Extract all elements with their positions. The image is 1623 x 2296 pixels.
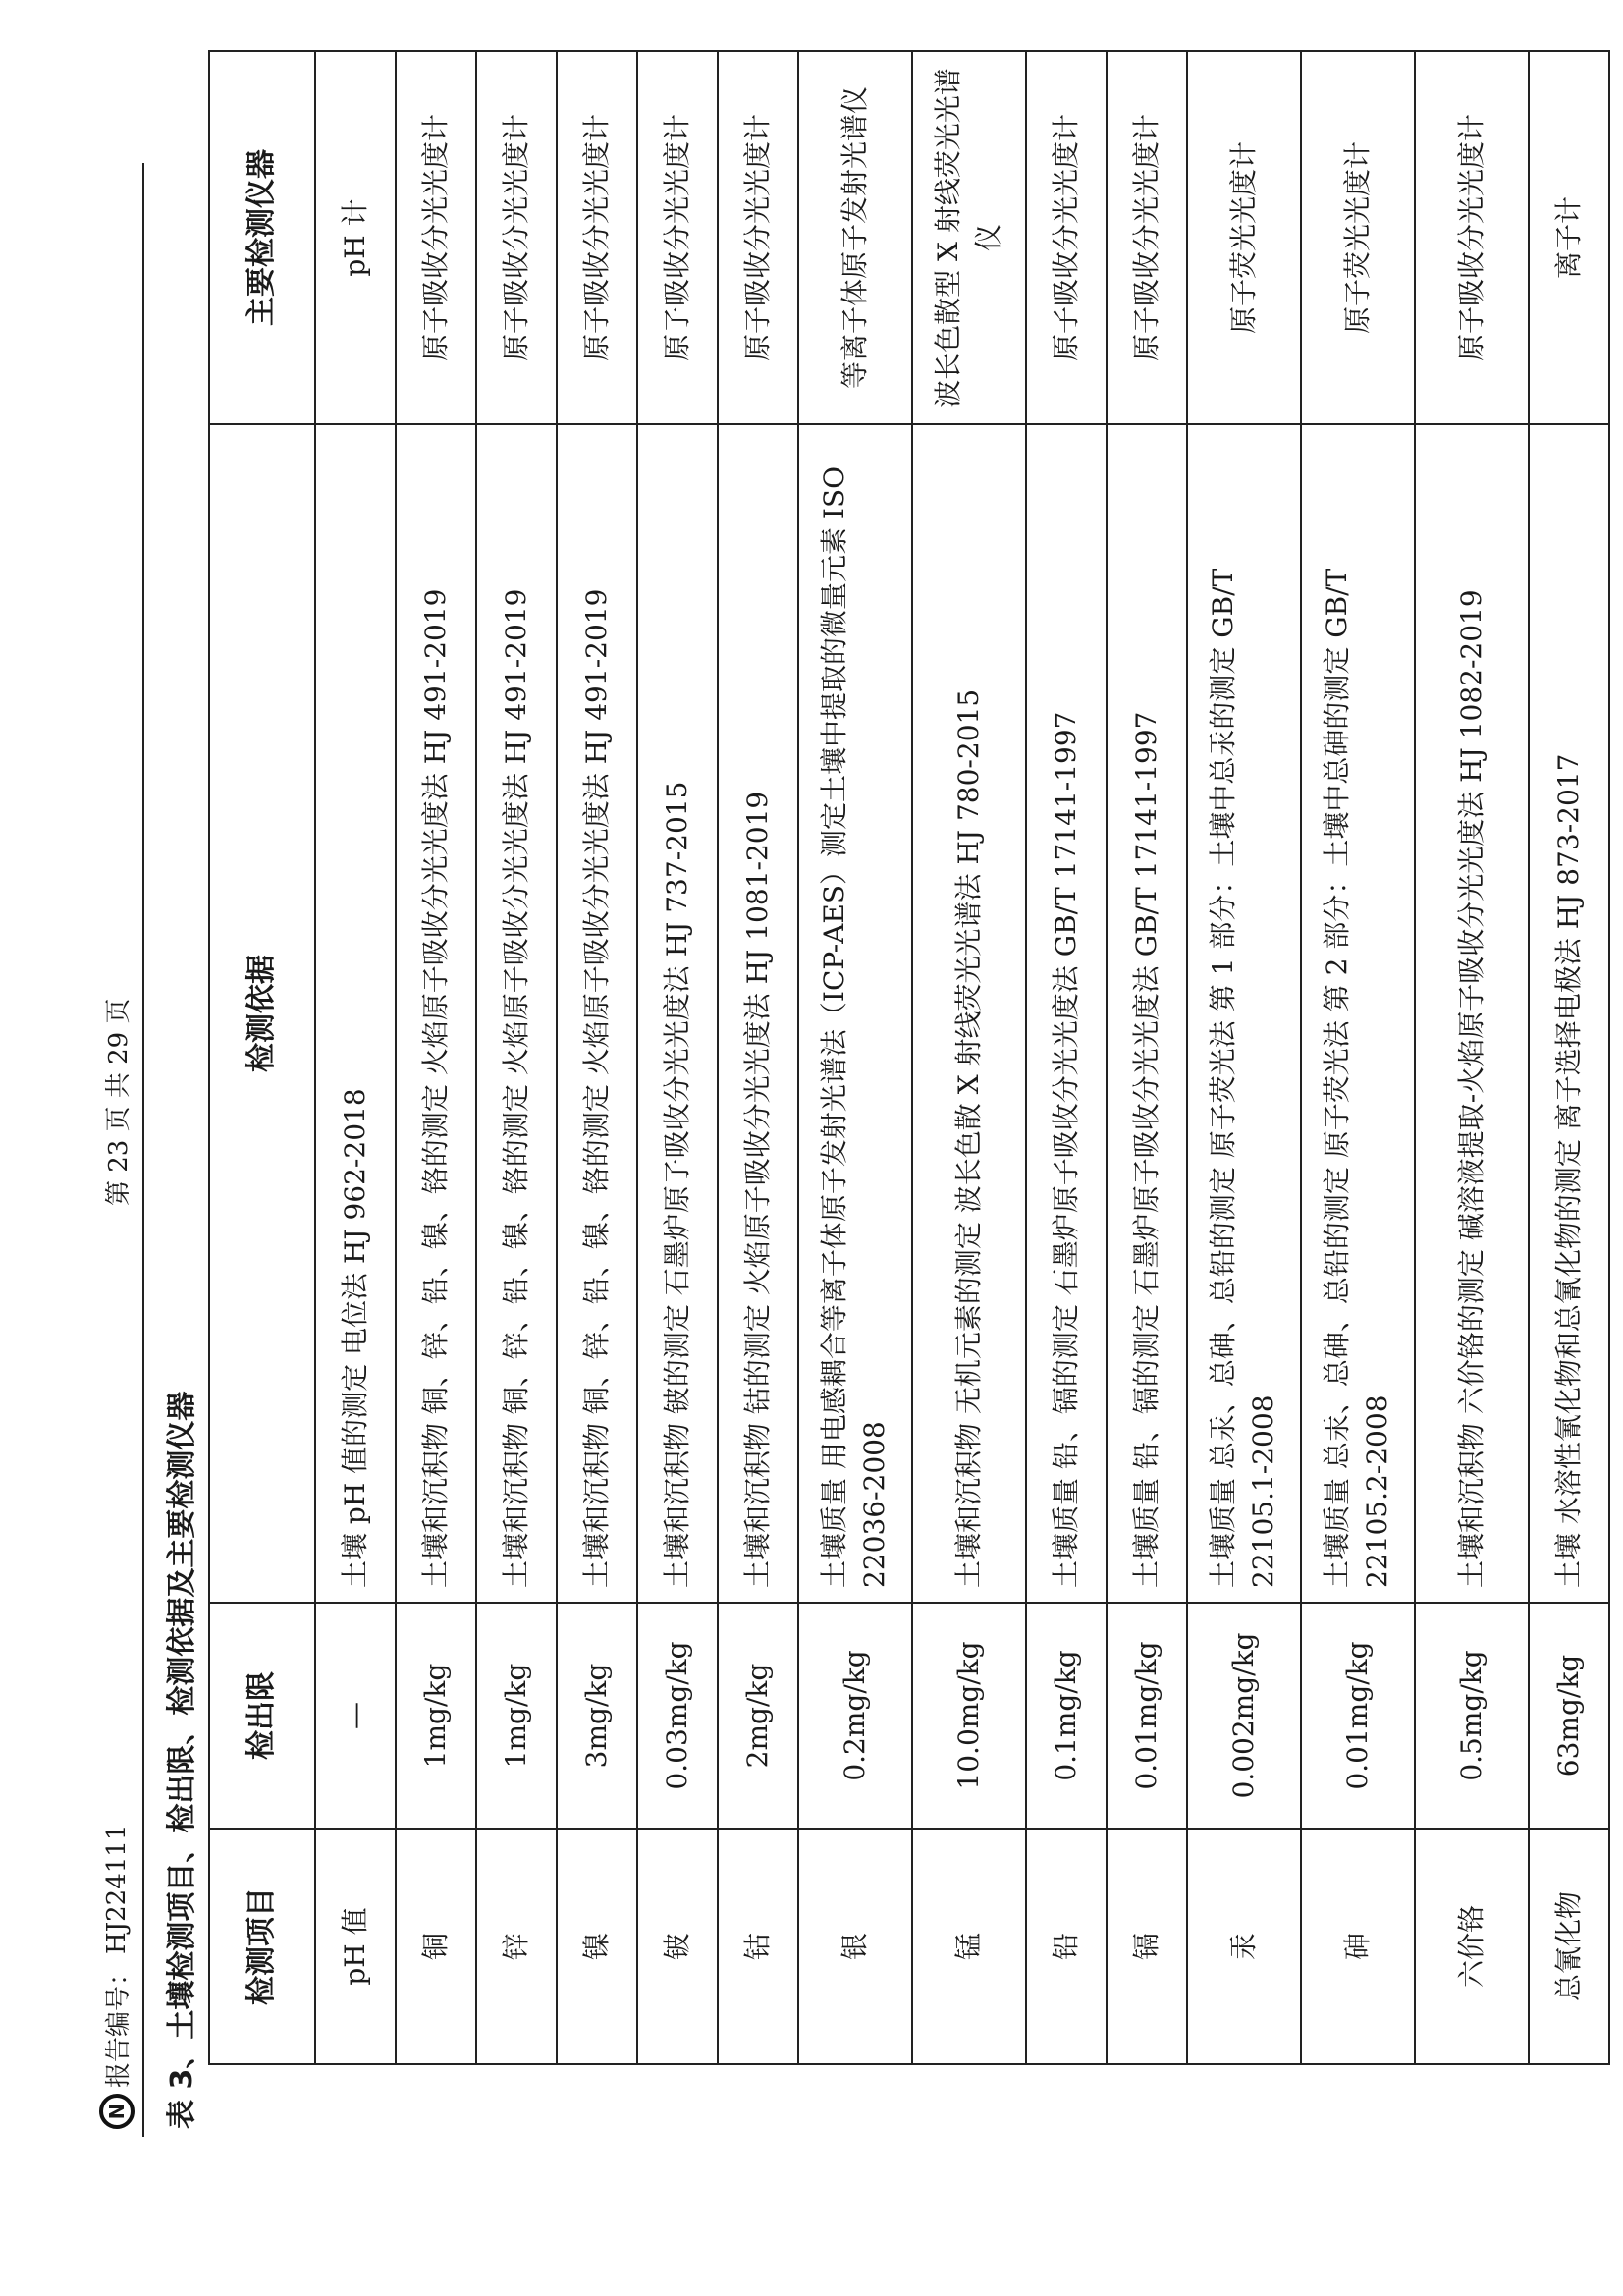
cell-basis: 土壤 pH 值的测定 电位法 HJ 962-2018 (315, 424, 396, 1603)
cell-basis: 土壤和沉积物 铍的测定 石墨炉原子吸收分光光度法 HJ 737-2015 (637, 424, 718, 1603)
table-row (798, 51, 912, 2064)
cell-basis: 土壤和沉积物 铜、锌、铅、镍、铬的测定 火焰原子吸收分光光度法 HJ 491-2019 (476, 424, 557, 1603)
page-number: 第 23 页 共 29 页 (104, 998, 134, 1206)
header-item: 检测项目 (209, 1829, 315, 2064)
cell-basis: 土壤质量 总汞、总砷、总铅的测定 原子荧光法 第 1 部分：土壤中总汞的测定 GB/T 22105.1-2008 (1187, 424, 1301, 1603)
cell-limit: 1mg/kg (476, 1603, 557, 1829)
cell-basis: 土壤和沉积物 铜、锌、铅、镍、铬的测定 火焰原子吸收分光光度法 HJ 491-2019 (396, 424, 476, 1603)
cell-limit: 3mg/kg (557, 1603, 637, 1829)
cell-item: 镍 (557, 1829, 637, 2064)
header-divider (142, 163, 144, 2137)
cell-basis: 土壤质量 用电感耦合等离子体原子发射光谱法（ICP-AES）测定土壤中提取的微量元素 ISO 22036-2008 (798, 424, 912, 1603)
cell-instrument: 原子荧光光度计 (1301, 51, 1415, 424)
table-title: 表 3、土壤检测项目、检出限、检测依据及主要检测仪器 (165, 1391, 199, 2129)
cell-instrument: 原子吸收分光光度计 (396, 51, 476, 424)
soil-test-table (208, 50, 1610, 2065)
table-row (718, 51, 798, 2064)
cell-basis: 土壤和沉积物 无机元素的测定 波长色散 X 射线荧光光谱法 HJ 780-2015 (912, 424, 1026, 1603)
cell-item: 铍 (637, 1829, 718, 2064)
cell-instrument: 原子吸收分光光度计 (557, 51, 637, 424)
table-row (557, 51, 637, 2064)
cell-limit: 10.0mg/kg (912, 1603, 1026, 1829)
header-limit: 检出限 (209, 1603, 315, 1829)
cell-item: 总氰化物 (1529, 1829, 1609, 2064)
table-row (1301, 51, 1415, 2064)
cell-instrument: 原子吸收分光光度计 (476, 51, 557, 424)
table-row (637, 51, 718, 2064)
cell-basis: 土壤和沉积物 铜、锌、铅、镍、铬的测定 火焰原子吸收分光光度法 HJ 491-2019 (557, 424, 637, 1603)
table-row (1415, 51, 1529, 2064)
cell-instrument: 原子吸收分光光度计 (1026, 51, 1107, 424)
cell-instrument: 原子吸收分光光度计 (1415, 51, 1529, 424)
cell-item: 镉 (1107, 1829, 1187, 2064)
report-number: HJ224111 (101, 1824, 132, 1954)
cell-instrument: 原子吸收分光光度计 (637, 51, 718, 424)
table-row (1187, 51, 1301, 2064)
cell-basis: 土壤 水溶性氰化物和总氰化物的测定 离子选择电极法 HJ 873-2017 (1529, 424, 1609, 1603)
cell-item: 银 (798, 1829, 912, 2064)
cell-item: 汞 (1187, 1829, 1301, 2064)
cell-item: 铜 (396, 1829, 476, 2064)
cell-limit: — (315, 1603, 396, 1829)
cell-item: 六价铬 (1415, 1829, 1529, 2064)
cell-instrument: 原子吸收分光光度计 (1107, 51, 1187, 424)
cell-instrument: 等离子体原子发射光谱仪 (798, 51, 912, 424)
table-row (912, 51, 1026, 2064)
cell-basis: 土壤质量 铅、镉的测定 石墨炉原子吸收分光光度法 GB/T 17141-1997 (1026, 424, 1107, 1603)
cell-limit: 0.2mg/kg (798, 1603, 912, 1829)
cell-basis: 土壤质量 总汞、总砷、总铅的测定 原子荧光法 第 2 部分：土壤中总砷的测定 GB/T 22105.2-2008 (1301, 424, 1415, 1603)
header-instrument: 主要检测仪器 (209, 51, 315, 424)
cell-limit: 0.5mg/kg (1415, 1603, 1529, 1829)
cell-limit: 0.03mg/kg (637, 1603, 718, 1829)
cell-basis: 土壤质量 铅、镉的测定 石墨炉原子吸收分光光度法 GB/T 17141-1997 (1107, 424, 1187, 1603)
header-basis: 检测依据 (209, 424, 315, 1603)
table-header-row (209, 51, 315, 2064)
cell-limit: 0.1mg/kg (1026, 1603, 1107, 1829)
cell-item: 锰 (912, 1829, 1026, 2064)
cell-instrument: 离子计 (1529, 51, 1609, 424)
cell-limit: 0.01mg/kg (1301, 1603, 1415, 1829)
cell-item: pH 值 (315, 1829, 396, 2064)
cell-instrument: 原子荧光光度计 (1187, 51, 1301, 424)
cell-basis: 土壤和沉积物 钴的测定 火焰原子吸收分光光度法 HJ 1081-2019 (718, 424, 798, 1603)
cell-instrument: 原子吸收分光光度计 (718, 51, 798, 424)
report-header (98, 1825, 135, 2129)
cell-limit: 63mg/kg (1529, 1603, 1609, 1829)
table-row (315, 51, 396, 2064)
table-row (476, 51, 557, 2064)
table-row (396, 51, 476, 2064)
cell-instrument: 波长色散型 X 射线荧光光谱仪 (912, 51, 1026, 424)
cell-limit: 1mg/kg (396, 1603, 476, 1829)
cell-item: 锌 (476, 1829, 557, 2064)
cell-item: 砷 (1301, 1829, 1415, 2064)
table-row (1026, 51, 1107, 2064)
cell-item: 钴 (718, 1829, 798, 2064)
cell-basis: 土壤和沉积物 六价铬的测定 碱溶液提取-火焰原子吸收分光光度法 HJ 1082-2019 (1415, 424, 1529, 1603)
report-number-label: 报告编号： (104, 1959, 134, 2088)
cell-limit: 0.002mg/kg (1187, 1603, 1301, 1829)
table-row (1529, 51, 1609, 2064)
cell-instrument: pH 计 (315, 51, 396, 424)
cell-limit: 0.01mg/kg (1107, 1603, 1187, 1829)
company-logo-icon: N (99, 2094, 135, 2129)
cell-limit: 2mg/kg (718, 1603, 798, 1829)
table-row (1107, 51, 1187, 2064)
cell-item: 铅 (1026, 1829, 1107, 2064)
